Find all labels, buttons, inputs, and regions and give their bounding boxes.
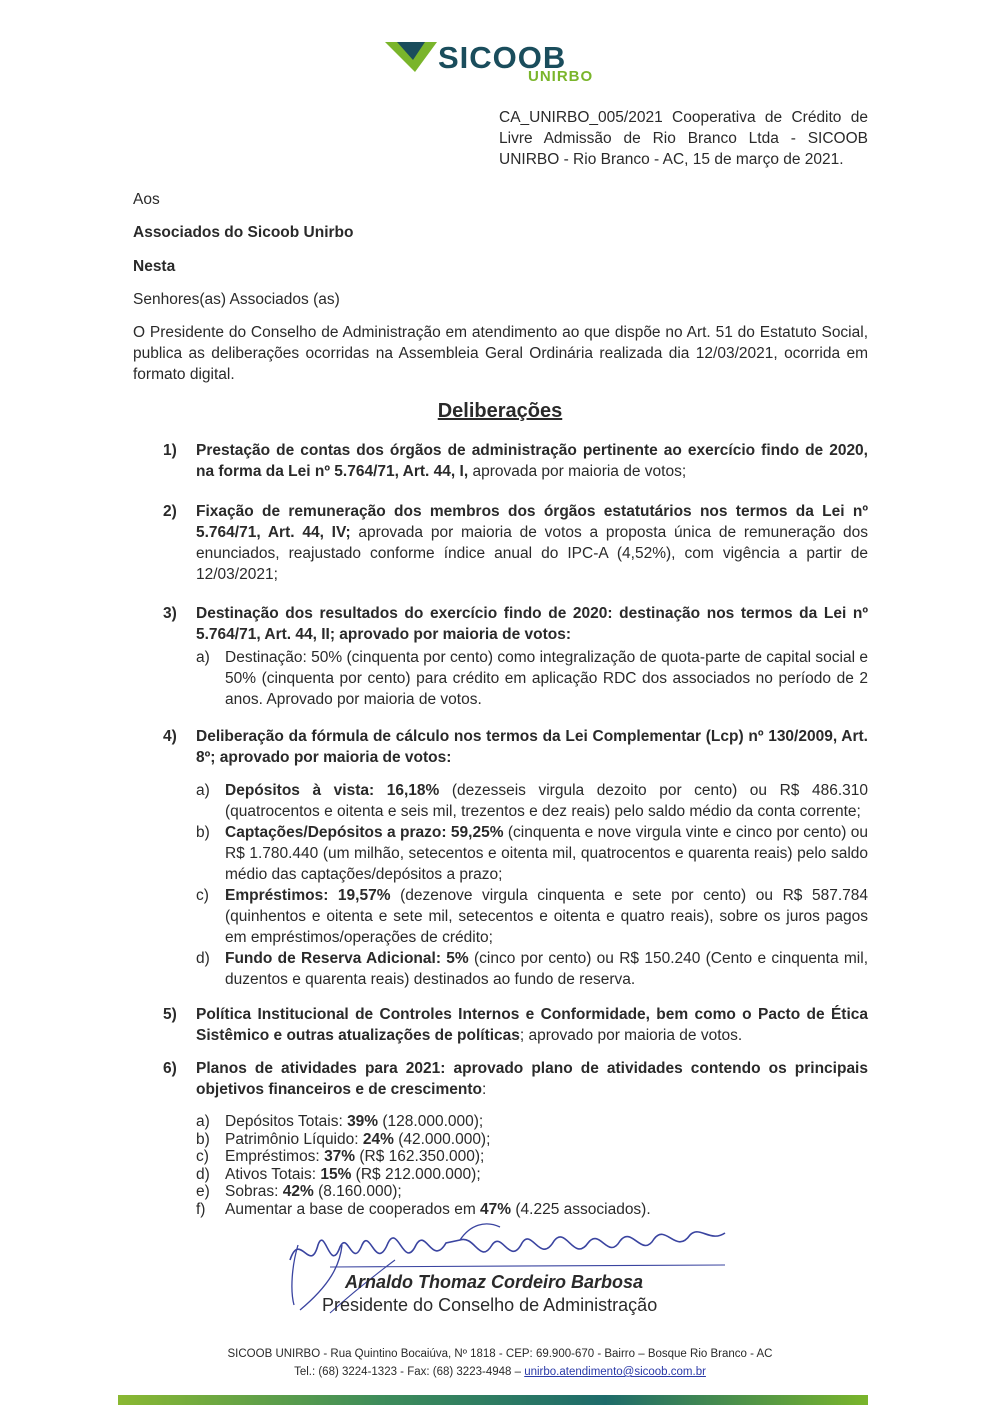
plan-label: Ativos Totais:: [225, 1165, 321, 1183]
sub-item: [196, 822, 868, 885]
plan-pct: 37%: [324, 1148, 356, 1165]
recipient: Associados do Sicoob Unirbo: [133, 224, 354, 241]
sub-letter: d): [196, 950, 210, 967]
sub-text: (cinco por cento) ou R$ 150.240 (Cento e cinquenta mil, duzentos e quarenta reais) destinados ao fundo de reserva.: [225, 950, 868, 988]
item-number: 4): [163, 728, 177, 745]
plan-letter: e): [196, 1183, 210, 1200]
item-text: ; aprovado por maioria de votos.: [519, 1027, 743, 1044]
deliberation-item: [163, 1058, 868, 1100]
deliberation-item: [163, 1004, 868, 1046]
sub-letter: c): [196, 887, 209, 904]
signatory-name: Arnaldo Thomaz Cordeiro Barbosa: [345, 1272, 644, 1292]
item-number: 1): [163, 442, 177, 459]
plan-value: (8.160.000);: [313, 1183, 402, 1200]
signatory-title: Presidente do Conselho de Administração: [322, 1295, 658, 1315]
plan-value: (R$ 212.000.000);: [351, 1165, 481, 1183]
item-title: Política Institucional de Controles Internos e Conformidade, bem como o Pacto de Ética Sistêmico e outras atualizações de políticas: [196, 1006, 868, 1044]
plan-item: [196, 1148, 651, 1166]
plan-value: (128.000.000);: [378, 1113, 484, 1130]
sub-item: [196, 647, 868, 710]
footer-color-bar: [118, 1395, 868, 1405]
deliberation-item: [163, 501, 868, 585]
plan-pct: 15%: [320, 1165, 352, 1183]
plan-pct: 42%: [282, 1183, 314, 1200]
section-heading: Deliberações: [437, 400, 563, 422]
plan-item: [196, 1183, 651, 1201]
sub-title: Empréstimos: 19,57%: [225, 887, 391, 904]
plan-pct: 47%: [480, 1200, 512, 1218]
sub-text: (dezesseis virgula dezoito por cento) ou R$ 486.310 (quatrocentos e oitenta e seis mil, trezentos e dez reais) pelo saldo médio da conta corrente;: [225, 782, 869, 820]
salutation-to: Aos: [133, 191, 160, 208]
sub-item: [196, 885, 868, 948]
footer-contact: [0, 1366, 1000, 1378]
sub-item: [196, 780, 868, 822]
item-number: 6): [163, 1060, 177, 1077]
plan-label: Sobras:: [225, 1183, 283, 1200]
plan-item: [196, 1113, 651, 1131]
item-number: 3): [163, 605, 177, 622]
footer-email-link[interactable]: unirbo.atendimento@sicoob.com.br: [524, 1366, 706, 1378]
plan-letter: b): [196, 1130, 210, 1148]
deliberation-item: [163, 603, 868, 710]
footer-address: SICOOB UNIRBO - Rua Quintino Bocaiúva, Nº 1818 - CEP: 69.900-670 - Bairro – Bosque Rio Branco - AC: [227, 1348, 773, 1360]
local: Nesta: [133, 258, 176, 275]
greeting: Senhores(as) Associados (as): [133, 291, 340, 308]
logo-subtitle: UNIRBO: [528, 68, 594, 85]
plan-item: [196, 1131, 651, 1149]
sub-title: Depósitos à vista: 16,18%: [225, 782, 440, 799]
plan-letter: a): [196, 1113, 210, 1130]
sub-text: (dezenove virgula cinquenta e sete por cento) ou R$ 587.784 (quinhentos e oitenta e sete mil, setecentos e oitenta e quatro reais), sobre os juros pagos em empréstimos/operações de crédito;: [225, 887, 868, 946]
plan-letter: c): [196, 1148, 209, 1165]
plan-label: Depósitos Totais:: [225, 1113, 348, 1130]
deliberation-item: [163, 440, 868, 482]
plan-pct: 39%: [347, 1113, 379, 1130]
sub-letter: a): [196, 782, 210, 799]
sub-text: Destinação: 50% (cinquenta por cento) como integralização de quota-parte de capital social e 50% (cinquenta por cento) para crédito em aplicação RDC dos associados no período de 2 anos. Aprovado por maioria de votos.: [225, 649, 868, 708]
sub-letter: b): [196, 824, 210, 841]
plan-pct: 24%: [362, 1130, 394, 1148]
plan-item: [196, 1166, 651, 1184]
plan-value: (R$ 162.350.000);: [355, 1148, 485, 1165]
item-title: Prestação de contas dos órgãos de administração pertinente ao exercício findo de 2020, na forma da Lei nº 5.764/71, Art. 44, I,: [196, 442, 868, 480]
plan-value: (42.000.000);: [393, 1130, 491, 1148]
item-text: :: [482, 1081, 487, 1098]
plan-label: Aumentar a base de cooperados em: [225, 1200, 481, 1218]
item-title: Planos de atividades para 2021: aprovado plano de atividades contendo os principais objetivos financeiros e de crescimento: [196, 1060, 868, 1098]
sub-item: [196, 948, 868, 990]
intro-paragraph: O Presidente do Conselho de Administração em atendimento ao que dispõe no Art. 51 do Estatuto Social, publica as deliberações ocorridas na Assembleia Geral Ordinária realizada dia 12/03/2021, ocorrida em formato digital.: [133, 324, 868, 383]
document-reference: CA_UNIRBO_005/2021 Cooperativa de Crédito de Livre Admissão de Rio Branco Ltda - SICOOB UNIRBO - Rio Branco - AC, 15 de março de 2021.: [499, 109, 868, 168]
plans-list: [196, 1113, 651, 1218]
plan-label: Empréstimos:: [225, 1148, 325, 1165]
sub-title: Fundo de Reserva Adicional: 5%: [225, 950, 469, 967]
item-number: 2): [163, 503, 177, 520]
plan-letter: f): [196, 1200, 206, 1218]
plan-value: (4.225 associados).: [511, 1200, 651, 1218]
plan-label: Patrimônio Líquido:: [225, 1130, 363, 1148]
item-title: Fixação de remuneração dos membros dos órgãos estatutários nos termos da Lei nº 5.764/71, Art. 44, IV;: [196, 503, 868, 541]
item-title: Destinação dos resultados do exercício findo de 2020: destinação nos termos da Lei nº 5.764/71, Art. 44, II; aprovado por maioria de votos:: [196, 605, 868, 643]
item-number: 5): [163, 1006, 177, 1023]
sub-text: (cinquenta e nove virgula vinte e cinco por cento) ou R$ 1.780.440 (um milhão, setecentos e oitenta mil, quatrocentos e quarenta reais) pelo saldo médio das captações/depósitos a prazo;: [225, 824, 868, 883]
deliberation-item: [163, 726, 868, 990]
item-text: aprovada por maioria de votos a proposta única de remuneração dos enunciados, reajustado conforme índice anual do IPC-A (4,52%), com vigência a partir de 12/03/2021;: [196, 524, 868, 583]
item-title: Deliberação da fórmula de cálculo nos termos da Lei Complementar (Lcp) nº 130/2009, Art. 8º; aprovado por maioria de votos:: [196, 728, 868, 766]
item-text: aprovada por maioria de votos;: [468, 463, 687, 480]
sub-letter: a): [196, 649, 210, 666]
plan-letter: d): [196, 1165, 210, 1183]
logo-wordmark: SICOOB: [438, 40, 567, 75]
sub-title: Captações/Depósitos a prazo: 59,25%: [225, 824, 504, 841]
footer-phones: Tel.: (68) 3224-1323 - Fax: (68) 3223-4948 –: [294, 1366, 525, 1378]
